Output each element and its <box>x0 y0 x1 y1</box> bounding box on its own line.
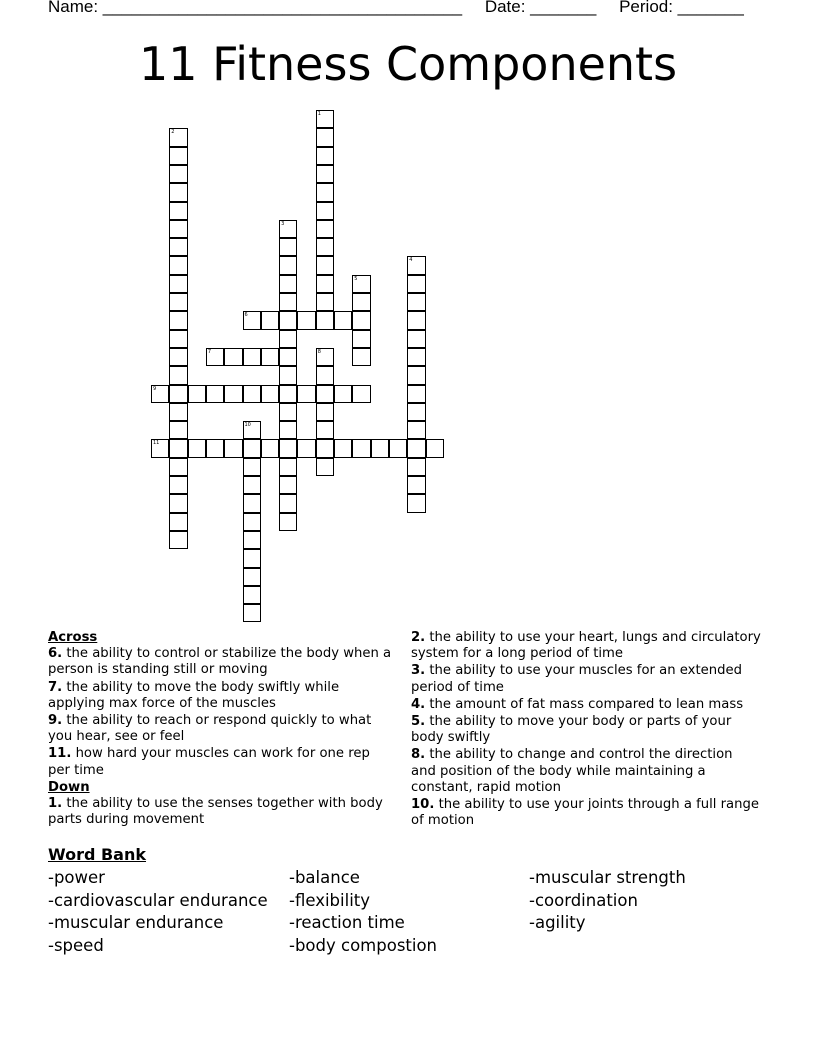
word-bank-item: -coordination <box>529 890 638 910</box>
grid-cell[interactable] <box>407 439 425 457</box>
word-bank-item: -flexibility <box>289 890 371 910</box>
grid-cell[interactable] <box>316 220 334 238</box>
word-bank-item: -power <box>48 868 105 887</box>
grid-cell[interactable] <box>316 147 334 165</box>
grid-cell[interactable] <box>316 458 334 476</box>
grid-cell[interactable] <box>169 403 187 421</box>
grid-cell[interactable] <box>426 439 444 457</box>
clue-text: the ability to use your heart, lungs and circulatory system for a long period of time <box>411 630 761 662</box>
grid-cell[interactable] <box>316 128 334 146</box>
word-bank-item: -muscular endurance <box>48 913 224 933</box>
clue-text: the ability to control or stabilize the body when a person is standing still or moving <box>48 646 392 678</box>
student-info-header <box>48 0 748 17</box>
grid-cell[interactable] <box>279 439 297 457</box>
grid-cell[interactable] <box>206 348 224 366</box>
clue-number: 2. <box>411 630 426 645</box>
clues-left-column <box>48 630 393 829</box>
clue-number: 7 <box>207 348 212 355</box>
clue-number: 10. <box>411 797 435 813</box>
grid-cell[interactable] <box>261 439 279 457</box>
grid-cell[interactable] <box>169 366 187 384</box>
grid-cell[interactable] <box>169 513 187 531</box>
grid-cell[interactable] <box>243 586 261 604</box>
grid-cell[interactable] <box>169 421 187 439</box>
grid-cell[interactable] <box>261 311 279 329</box>
grid-cell[interactable] <box>169 202 187 220</box>
clue-number: 4. <box>411 696 426 712</box>
clue-text: the ability to use your muscles for an extended period of time <box>411 663 742 695</box>
grid-cell[interactable] <box>243 513 261 531</box>
grid-cell[interactable] <box>316 238 334 256</box>
clue-text: the ability to change and control the direction and position of the body while maintaining a constant, rapid motion <box>411 747 733 795</box>
grid-cell[interactable] <box>279 293 297 311</box>
grid-cell[interactable] <box>279 275 297 293</box>
grid-cell[interactable] <box>169 128 187 146</box>
clue-number: 1 <box>317 111 321 117</box>
grid-cell[interactable] <box>407 403 425 421</box>
clue-number: 6. <box>48 646 63 662</box>
clue-number: 1. <box>48 796 63 812</box>
grid-cell[interactable] <box>297 311 315 329</box>
grid-cell[interactable] <box>169 311 187 329</box>
grid-cell[interactable] <box>352 311 370 329</box>
grid-cell[interactable] <box>316 293 334 311</box>
word-bank-column <box>48 867 268 957</box>
grid-cell[interactable] <box>169 238 187 256</box>
across-heading: Across <box>48 630 98 645</box>
grid-cell[interactable] <box>316 366 334 384</box>
clue-number: 10 <box>244 422 251 429</box>
clue-item <box>48 746 393 778</box>
grid-cell[interactable] <box>169 476 187 494</box>
clue-number: 7. <box>48 679 63 695</box>
clue-item <box>48 796 393 828</box>
grid-cell[interactable] <box>243 348 261 366</box>
grid-cell[interactable] <box>169 183 187 201</box>
grid-cell[interactable] <box>407 256 425 274</box>
grid-cell[interactable] <box>316 439 334 457</box>
down-clue-list-right <box>411 630 761 829</box>
grid-cell[interactable] <box>352 330 370 348</box>
grid-cell[interactable] <box>169 256 187 274</box>
grid-cell[interactable] <box>243 311 261 329</box>
grid-cell[interactable] <box>352 385 370 403</box>
word-bank-column <box>529 867 686 935</box>
page-title: 11 Fitness Components <box>138 37 678 91</box>
grid-cell[interactable] <box>169 494 187 512</box>
word-bank-item: -reaction time <box>289 913 405 933</box>
grid-cell[interactable] <box>206 385 224 403</box>
grid-cell[interactable] <box>279 513 297 531</box>
grid-cell[interactable] <box>297 385 315 403</box>
grid-cell[interactable] <box>407 458 425 476</box>
clue-number: 9 <box>153 385 157 392</box>
grid-cell[interactable] <box>243 421 261 439</box>
clue-number: 3 <box>281 220 285 227</box>
clue-item <box>411 697 761 713</box>
word-bank-item: -muscular strength <box>529 868 686 887</box>
grid-cell[interactable] <box>243 568 261 586</box>
grid-cell[interactable] <box>407 330 425 348</box>
grid-cell[interactable] <box>243 439 261 457</box>
grid-cell[interactable] <box>243 531 261 549</box>
clue-number: 8. <box>411 747 426 763</box>
grid-cell[interactable] <box>279 476 297 494</box>
grid-cell[interactable] <box>352 348 370 366</box>
grid-cell[interactable] <box>316 403 334 421</box>
grid-cell[interactable] <box>224 348 242 366</box>
clue-item <box>411 797 761 829</box>
word-bank-item: -cardiovascular endurance <box>48 890 268 910</box>
grid-cell[interactable] <box>169 147 187 165</box>
grid-cell[interactable] <box>188 439 206 457</box>
grid-cell[interactable] <box>352 293 370 311</box>
grid-cell[interactable] <box>169 165 187 183</box>
grid-cell[interactable] <box>316 275 334 293</box>
clue-number: 3. <box>411 663 426 679</box>
grid-cell[interactable] <box>261 348 279 366</box>
grid-cell[interactable] <box>224 439 242 457</box>
grid-cell[interactable] <box>352 275 370 293</box>
grid-cell[interactable] <box>279 366 297 384</box>
grid-cell[interactable] <box>407 275 425 293</box>
down-clue-list-left <box>48 796 393 828</box>
grid-cell[interactable] <box>279 494 297 512</box>
clue-number: 11 <box>153 440 160 447</box>
clue-text: how hard your muscles can work for one rep per time <box>48 746 370 778</box>
grid-cell[interactable] <box>316 202 334 220</box>
word-bank-column <box>289 867 437 957</box>
grid-cell[interactable] <box>279 220 297 238</box>
clue-number: 5 <box>354 275 358 282</box>
grid-cell[interactable] <box>407 421 425 439</box>
grid-cell[interactable] <box>279 458 297 476</box>
down-heading: Down <box>48 779 90 795</box>
clue-number: 6 <box>244 312 248 319</box>
grid-cell[interactable] <box>316 385 334 403</box>
grid-cell[interactable] <box>243 458 261 476</box>
name-field[interactable]: Name: ______________________________________ <box>48 0 463 16</box>
period-field[interactable]: Period: _______ <box>619 0 744 16</box>
grid-cell[interactable] <box>243 476 261 494</box>
grid-cell[interactable] <box>316 183 334 201</box>
clue-number: 4 <box>409 257 413 264</box>
grid-cell[interactable] <box>188 385 206 403</box>
clue-item <box>411 747 761 796</box>
clue-item <box>411 663 761 695</box>
grid-cell[interactable] <box>297 439 315 457</box>
grid-cell[interactable] <box>169 330 187 348</box>
word-bank-title: Word Bank <box>48 845 147 864</box>
clues-right-column <box>411 630 761 830</box>
grid-cell[interactable] <box>279 311 297 329</box>
clue-number: 2 <box>171 129 175 136</box>
grid-cell[interactable] <box>243 604 261 622</box>
clue-number: 5. <box>411 714 426 730</box>
grid-cell[interactable] <box>316 421 334 439</box>
grid-cell[interactable] <box>169 385 187 403</box>
grid-cell[interactable] <box>334 385 352 403</box>
grid-cell[interactable] <box>316 256 334 274</box>
grid-cell[interactable] <box>407 311 425 329</box>
clue-item <box>48 646 393 678</box>
grid-cell[interactable] <box>334 439 352 457</box>
grid-cell[interactable] <box>279 385 297 403</box>
clue-text: the amount of fat mass compared to lean mass <box>425 696 744 712</box>
grid-cell[interactable] <box>151 439 169 457</box>
grid-cell[interactable] <box>169 458 187 476</box>
clue-item <box>48 713 393 745</box>
grid-cell[interactable] <box>169 531 187 549</box>
grid-cell[interactable] <box>407 348 425 366</box>
grid-cell[interactable] <box>316 311 334 329</box>
clue-item <box>411 714 761 746</box>
grid-cell[interactable] <box>316 348 334 366</box>
clue-number: 8 <box>317 348 321 355</box>
grid-cell[interactable] <box>279 330 297 348</box>
date-field[interactable]: Date: _______ <box>484 0 597 16</box>
grid-cell[interactable] <box>169 293 187 311</box>
grid-cell[interactable] <box>389 439 407 457</box>
grid-cell[interactable] <box>243 494 261 512</box>
grid-cell[interactable] <box>407 293 425 311</box>
clue-item <box>48 680 393 712</box>
grid-cell[interactable] <box>243 385 261 403</box>
clue-text: the ability to reach or respond quickly to what you hear, see or feel <box>48 713 372 745</box>
word-bank-item: -speed <box>48 935 104 955</box>
grid-cell[interactable] <box>279 421 297 439</box>
grid-cell[interactable] <box>169 348 187 366</box>
clue-text: the ability to use the senses together with body parts during movement <box>48 796 383 828</box>
clue-number: 9. <box>48 713 63 729</box>
grid-cell[interactable] <box>279 403 297 421</box>
grid-cell[interactable] <box>206 439 224 457</box>
grid-cell[interactable] <box>169 220 187 238</box>
grid-cell[interactable] <box>334 311 352 329</box>
across-clue-list <box>48 646 393 779</box>
grid-cell[interactable] <box>169 439 187 457</box>
clue-text: the ability to move your body or parts of your body swiftly <box>411 714 732 746</box>
word-bank-item: -agility <box>529 913 586 933</box>
grid-cell[interactable] <box>151 385 169 403</box>
grid-cell[interactable] <box>316 165 334 183</box>
word-bank-item: -body compostion <box>289 935 438 955</box>
grid-cell[interactable] <box>407 385 425 403</box>
grid-cell[interactable] <box>407 494 425 512</box>
grid-cell[interactable] <box>169 275 187 293</box>
grid-cell[interactable] <box>407 476 425 494</box>
clue-text: the ability to use your joints through a full range of motion <box>411 797 759 829</box>
grid-cell[interactable] <box>279 256 297 274</box>
grid-cell[interactable] <box>407 366 425 384</box>
word-bank-item: -balance <box>289 868 360 887</box>
grid-cell[interactable] <box>371 439 389 457</box>
clue-number: 11. <box>48 746 72 762</box>
grid-cell[interactable] <box>261 385 279 403</box>
clue-item <box>411 630 761 662</box>
grid-cell[interactable] <box>279 348 297 366</box>
grid-cell[interactable] <box>316 110 334 128</box>
grid-cell[interactable] <box>224 385 242 403</box>
grid-cell[interactable] <box>279 238 297 256</box>
clue-text: the ability to move the body swiftly while applying max force of the muscles <box>48 679 340 711</box>
grid-cell[interactable] <box>352 439 370 457</box>
grid-cell[interactable] <box>243 549 261 567</box>
